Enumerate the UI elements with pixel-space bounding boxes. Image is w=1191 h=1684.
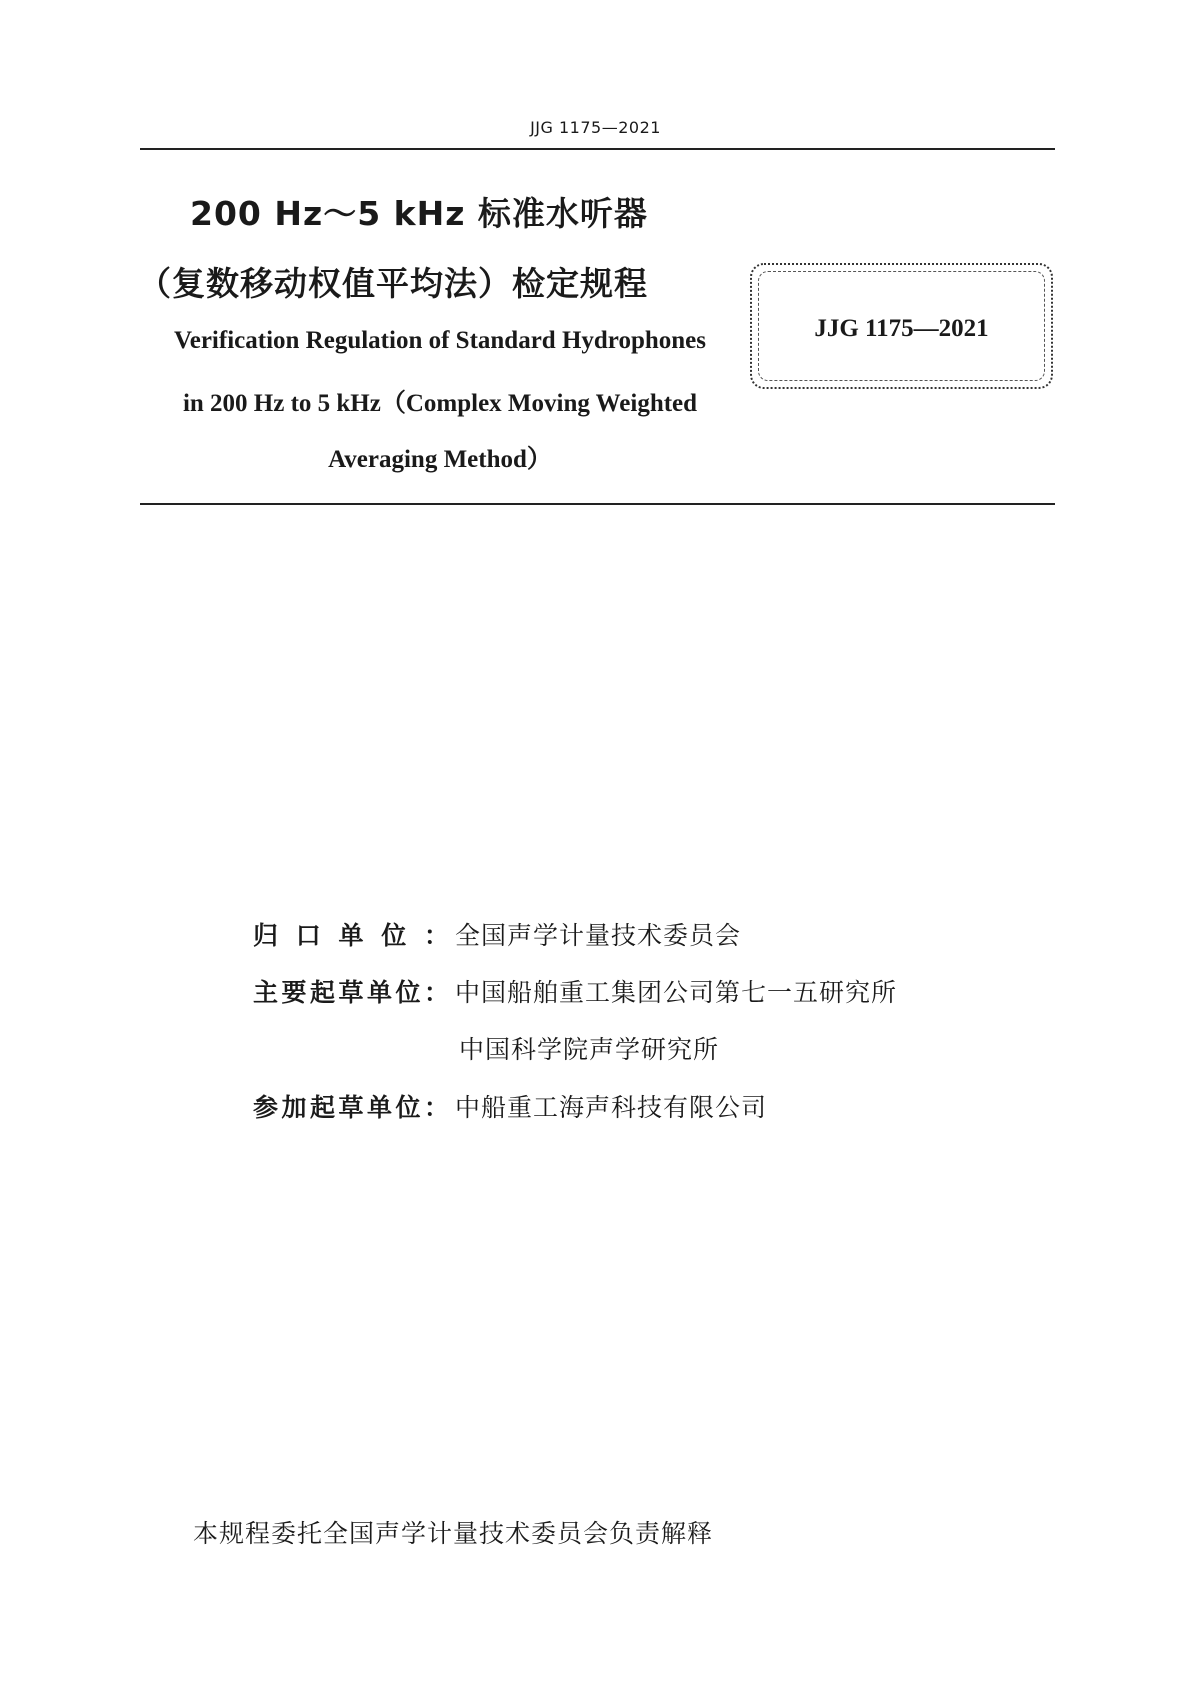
main-drafting-unit-value-2: 中国科学院声学研究所	[459, 1035, 720, 1064]
title-english-line-1: Verification Regulation of Standard Hydrophones	[173, 327, 706, 354]
responsible-unit-row	[253, 916, 741, 952]
title-english-line-2: in 200 Hz to 5 kHz（Complex Moving Weighted	[182, 390, 698, 417]
main-drafting-unit-label: 主要起草单位：	[253, 978, 449, 1007]
header-rule	[140, 148, 1055, 150]
participating-unit-row	[253, 1088, 767, 1124]
main-drafting-unit-row-2	[453, 1030, 719, 1066]
standard-code: JJG 1175—2021	[814, 315, 989, 342]
participating-unit-value: 中船重工海声科技有限公司	[455, 1093, 768, 1122]
main-drafting-unit-row	[253, 973, 897, 1009]
title-chinese-line-1: 200 Hz～5 kHz 标准水听器	[190, 194, 648, 233]
standard-code-box	[750, 263, 1053, 389]
title-english-line-3: Averaging Method）	[328, 446, 552, 473]
title-chinese-line-2: （复数移动权值平均法）检定规程	[138, 264, 648, 303]
responsible-unit-label: 归口单位：	[253, 921, 449, 950]
main-drafting-unit-value-1: 中国船舶重工集团公司第七一五研究所	[455, 978, 898, 1007]
interpretation-note: 本规程委托全国声学计量技术委员会负责解释	[193, 1519, 714, 1548]
participating-unit-label: 参加起草单位：	[253, 1093, 449, 1122]
running-header-code: JJG 1175—2021	[530, 118, 661, 137]
responsible-unit-value: 全国声学计量技术委员会	[455, 921, 742, 950]
title-rule	[140, 503, 1055, 505]
